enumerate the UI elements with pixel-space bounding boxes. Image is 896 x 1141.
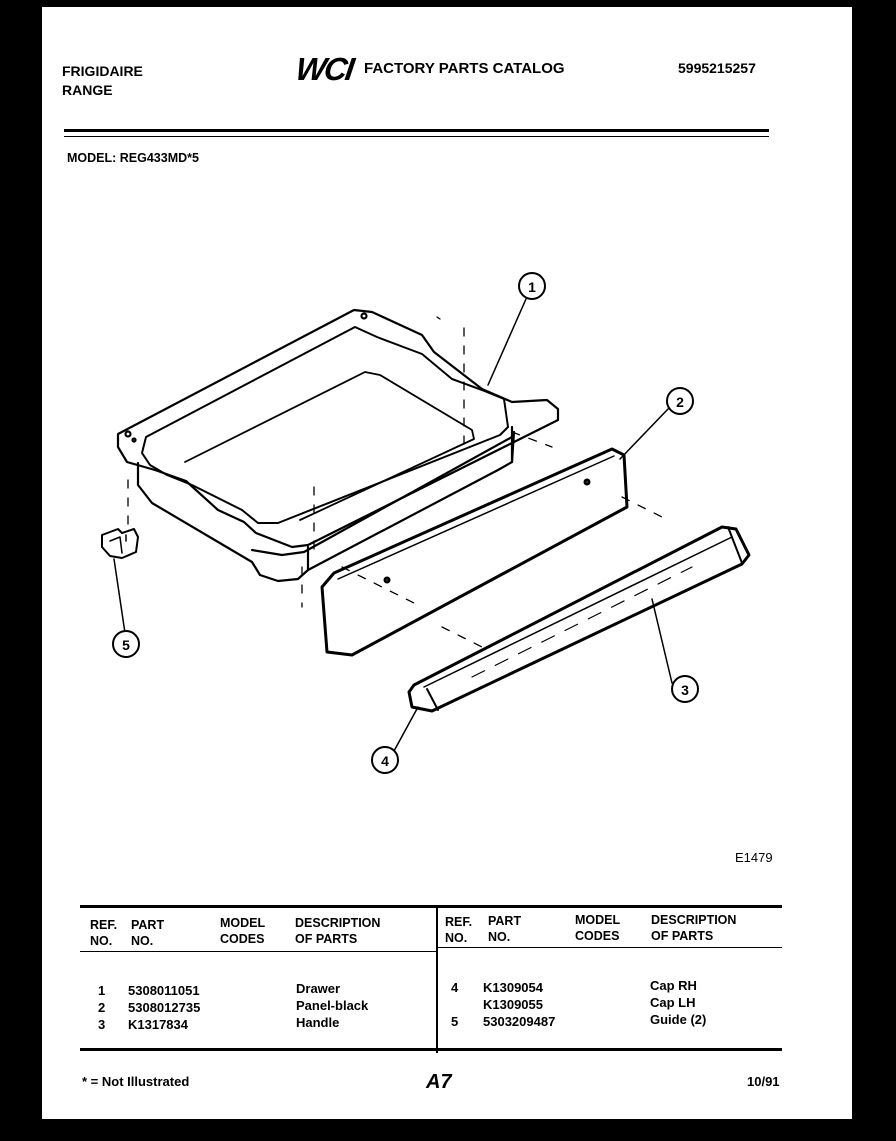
header-codes-line1: MODEL	[575, 913, 621, 927]
table-header-rule-left	[80, 951, 436, 952]
header-description-line1: DESCRIPTION	[295, 916, 381, 930]
header-codes-line2: CODES	[220, 932, 265, 946]
table-header-rule-right	[438, 947, 782, 948]
part-number: K1309055	[483, 997, 543, 1012]
header-ref	[90, 917, 117, 949]
header-description-line1: DESCRIPTION	[651, 913, 737, 927]
header-ref-line2: NO.	[90, 934, 113, 948]
ref-number: 3	[98, 1017, 106, 1032]
header-codes-line1: MODEL	[220, 916, 266, 930]
header-part	[488, 913, 521, 945]
part-description: Guide (2)	[650, 1012, 707, 1027]
header-description	[295, 915, 380, 947]
part-number: 5303209487	[483, 1014, 556, 1029]
ref-number: 2	[98, 1000, 106, 1015]
header-description-line2: OF PARTS	[651, 929, 714, 943]
part-description: Drawer	[296, 981, 341, 996]
callout-label: 3	[681, 682, 689, 698]
callout-label: 5	[122, 637, 130, 653]
header-ref-line1: REF.	[445, 915, 473, 929]
figure-code: E1479	[735, 850, 773, 865]
drawer-part	[118, 310, 558, 581]
part-number: K1309054	[483, 980, 543, 995]
ref-number: 4	[451, 980, 459, 995]
model-number: MODEL: REG433MD*5	[67, 151, 199, 165]
header-part-line1: PART	[131, 918, 165, 932]
part-description: Cap RH	[650, 978, 697, 993]
callout-label: 1	[528, 279, 536, 295]
callout-label: 2	[676, 394, 684, 410]
panel-part	[322, 449, 627, 655]
part-number: K1317834	[128, 1017, 188, 1032]
header-description	[651, 912, 736, 944]
callout-label: 4	[381, 753, 389, 769]
header-ref-line1: REF.	[90, 918, 118, 932]
guide-part	[102, 529, 138, 558]
header-codes-line2: CODES	[575, 929, 620, 943]
catalog-number: 5995215257	[678, 60, 756, 76]
product-type: RANGE	[62, 82, 113, 98]
brand-name: FRIGIDAIRE	[62, 63, 143, 79]
part-description: Panel-black	[296, 998, 369, 1013]
footnote: * = Not Illustrated	[82, 1074, 190, 1089]
wci-logo: WCI	[293, 51, 355, 87]
table-top-rule	[80, 905, 782, 908]
ref-number: 5	[451, 1014, 459, 1029]
header-part	[131, 917, 164, 949]
catalog-page	[42, 7, 852, 1119]
part-description: Cap LH	[650, 995, 696, 1010]
header-codes	[220, 915, 265, 947]
exploded-parts-diagram	[42, 7, 852, 887]
table-divider	[436, 905, 438, 1053]
page-code: A7	[426, 1071, 452, 1093]
part-description: Handle	[296, 1015, 340, 1030]
part-number: 5308012735	[128, 1000, 201, 1015]
header-codes	[575, 912, 620, 944]
header-ref	[445, 914, 472, 946]
ref-number: 1	[98, 983, 106, 998]
catalog-title: FACTORY PARTS CATALOG	[364, 60, 565, 77]
header-part-line2: NO.	[131, 934, 154, 948]
header-description-line2: OF PARTS	[295, 932, 358, 946]
header-part-line1: PART	[488, 914, 522, 928]
table-bottom-rule	[80, 1048, 782, 1051]
part-number: 5308011051	[128, 983, 200, 998]
handle-part	[409, 527, 749, 711]
header-ref-line2: NO.	[445, 931, 468, 945]
header-part-line2: NO.	[488, 930, 511, 944]
date-code: 10/91	[747, 1074, 780, 1089]
